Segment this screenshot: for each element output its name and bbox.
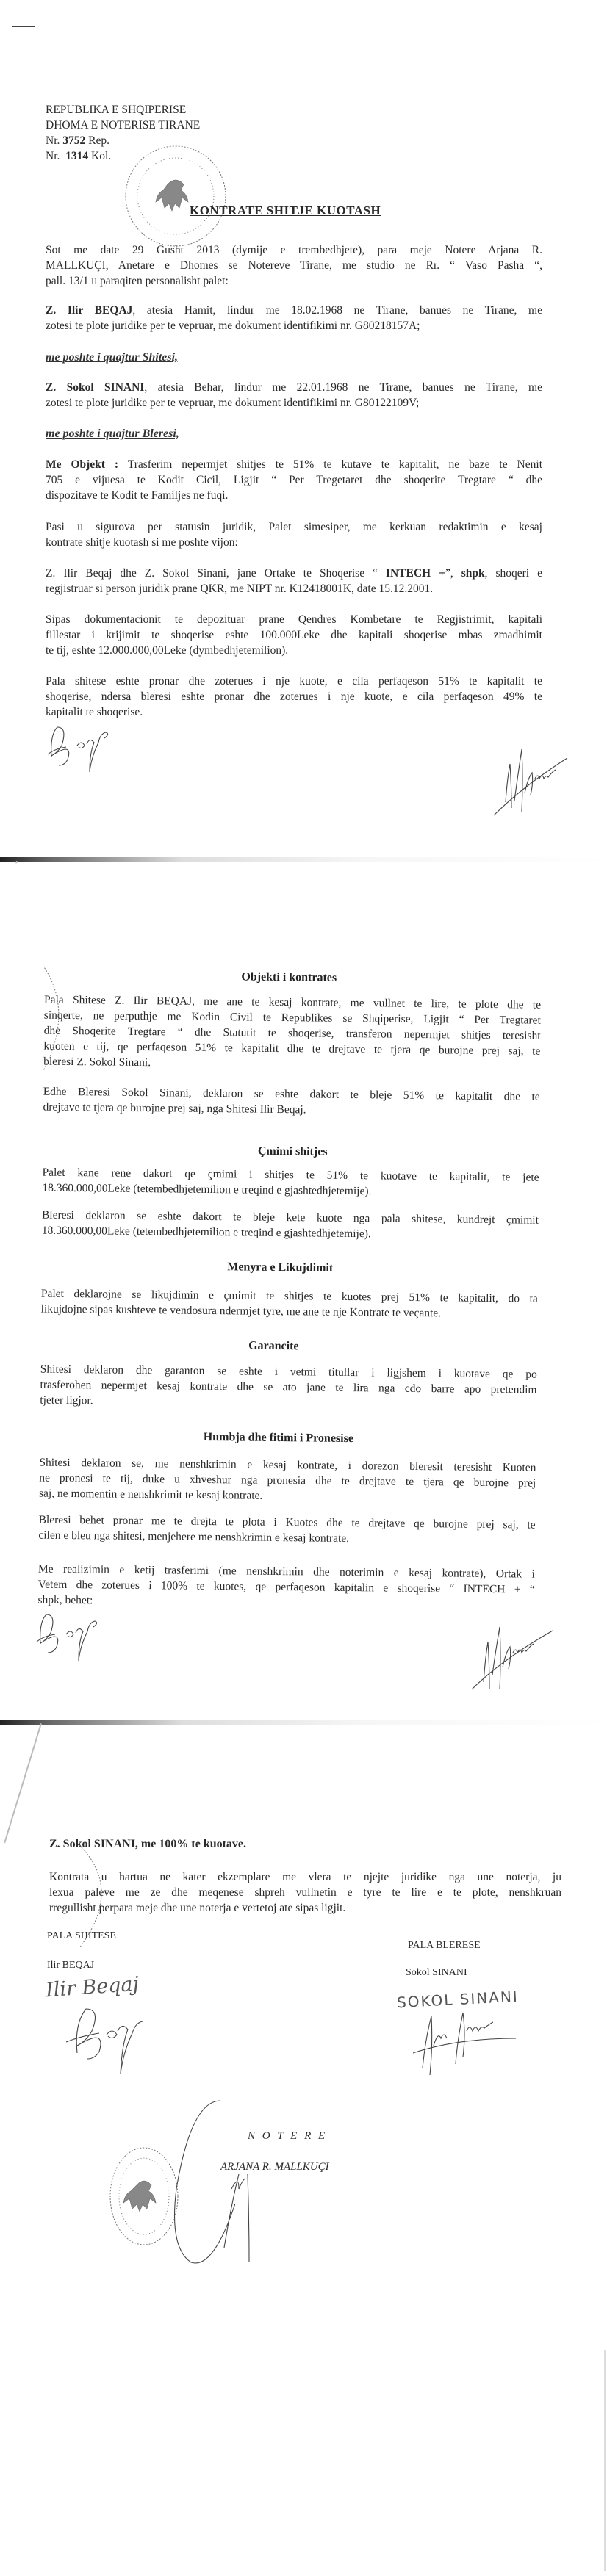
closing-line: rregullisht perpara meje dhe une noterja e vertetoj ate sipas ligjit. bbox=[49, 1902, 346, 1914]
rep-number: 3752 bbox=[62, 134, 86, 147]
intro-line: MALLKUÇI, Anetare e Dhomes se Notereve Tirane, me studio ne Rr. “ Vaso Pasha “, bbox=[46, 259, 542, 272]
buyer-name: Z. Sokol SINANI bbox=[46, 381, 145, 394]
partners-text: ”, bbox=[445, 567, 461, 580]
guarantee-line: Shitesi deklaron dhe garanton se eshte i vetmi titullar i ligjshem i kuotave qe po bbox=[40, 1363, 537, 1381]
notary-stamp-icon bbox=[123, 144, 228, 248]
buyer-printed-name: Sokol SINANI bbox=[406, 1967, 467, 1978]
contract-page-3 bbox=[0, 1726, 607, 2576]
status-paragraph bbox=[46, 519, 542, 550]
ownership-transfer-line: Shitesi deklaron se, me nenshkrimin e kesaj kontrate, i dorezon bleresit teresisht Kuoten bbox=[39, 1456, 536, 1474]
object-heading: Objekti i kontrates bbox=[241, 970, 337, 984]
transfer-line: shpk, behet: bbox=[37, 1593, 93, 1607]
page-separator bbox=[0, 1720, 607, 1725]
buyer-id-line: zotesi te plote juridike per te vepruar, me dokument identifikimi nr. G80122109V; bbox=[46, 397, 420, 409]
ownership-paragraph bbox=[46, 674, 542, 720]
company-name: INTECH + bbox=[385, 567, 445, 580]
kol-suffix: Kol. bbox=[91, 150, 112, 162]
buyer-declaration-line: Edhe Bleresi Sokol Sinani, deklaron se eshte dakort te bleje 51% te kapitalit dhe te bbox=[43, 1085, 540, 1103]
partners-text: , shoqeri e bbox=[484, 567, 542, 580]
object-text: Trasferim nepermjet shitjes te 51% te kutave te kapitalit, ne baze te Nenit bbox=[118, 458, 542, 471]
buyer-final-signature-icon bbox=[412, 2009, 522, 2075]
object-contract-line: kuoten e tij, qe perfaqeson 51% te kapitalit dhe te drejtave te tjera qe burojne prej saj, te bbox=[43, 1039, 541, 1058]
partners-paragraph bbox=[46, 566, 542, 596]
header-republic: REPUBLIKA E SHQIPERISE bbox=[46, 104, 187, 116]
object-line: 705 e vijuesa te Kodit Cicil, Ligjit “ Per Tregetaret dhe shoqerite Tregtare “ dhe bbox=[46, 474, 542, 486]
guarantee-paragraph bbox=[40, 1362, 537, 1413]
object-contract-line: Pala Shitese Z. Ilir BEQAJ, me ane te kesaj kontrate, me vullnet te lire, te plote dhe te bbox=[43, 993, 542, 1011]
price-buyer-paragraph bbox=[42, 1208, 539, 1244]
seller-role-label: me poshte i quajtur Shitesi, bbox=[46, 351, 179, 364]
ownership-line: kapitalit te shoqerise. bbox=[46, 706, 143, 718]
intro-paragraph bbox=[46, 242, 542, 289]
partners-text: Z. Ilir Beqaj dhe Z. Sokol Sinani, jane Ortake te Shoqerise “ bbox=[46, 567, 386, 580]
contract-title: KONTRATE SHITJE KUOTASH bbox=[190, 203, 381, 217]
seller-handwritten-name: Ilir Beqaj bbox=[45, 1972, 140, 2002]
scan-edge-line bbox=[604, 2350, 606, 2571]
ownership-transfer-heading: Humbja dhe fitimi i Pronesise bbox=[203, 1430, 354, 1446]
buyer-party-label: PALA BLERESE bbox=[408, 1940, 481, 1951]
guarantee-line: trasferohen nepermjet kesaj kontrate dhe se ato jane te lira nga cdo barre apo pretendim bbox=[40, 1378, 537, 1396]
contract-page-2 bbox=[0, 863, 607, 1634]
transfer-line: Vetem dhe zoterues i 100% te kuotes, qe perfaqeson kapitalin e shoqerise “ INTECH + “ bbox=[37, 1578, 535, 1596]
object-contract-line: sinqerte, ne perputhje me Kodin Civil te Republikes se Shqiperise, Ligjit “ Per Tregtaret bbox=[43, 1009, 541, 1027]
seller-signature-icon bbox=[44, 724, 125, 793]
rep-prefix: Nr. bbox=[46, 134, 60, 147]
price-paragraph bbox=[42, 1165, 539, 1201]
intro-line: Sot me date 29 Gusht 2013 (dymije e trembedhjete), para meje Notere Arjana R. bbox=[46, 244, 542, 256]
notary-signature-icon bbox=[158, 2093, 261, 2277]
closing-line: lexua paleve me ze dhe meqenese shpreh vullnetin e tyre te lire e te plote, nenshkruan bbox=[49, 1886, 561, 1899]
buyer-declaration-paragraph bbox=[43, 1084, 539, 1120]
buyer-owner-paragraph bbox=[38, 1512, 535, 1548]
payment-paragraph bbox=[41, 1286, 538, 1322]
ownership-line: shoqerise, ndersa bleresi eshte pronar dhe zoterues i nje kuote, e cila perfaqeson 49% te bbox=[46, 690, 542, 703]
buyer-signature-icon bbox=[492, 749, 573, 830]
object-contract-line: bleresi Z. Sokol Sinani. bbox=[43, 1055, 151, 1069]
capital-line: fillestar i krijimit te shoqerise eshte 100.000Leke dhe kapitali shoqerise mbas zmadhimit bbox=[46, 629, 542, 641]
capital-paragraph bbox=[46, 612, 542, 658]
payment-heading: Menyra e Likujdimit bbox=[227, 1260, 334, 1274]
seller-printed-name: Ilir BEQAJ bbox=[47, 1960, 95, 1971]
price-heading: Çmimi shitjes bbox=[257, 1144, 328, 1158]
object-line: dispozitave te Kodit te Familjes ne fuqi. bbox=[46, 489, 229, 502]
intro-line: pall. 13/1 u paraqiten personalisht palet: bbox=[46, 275, 229, 287]
closing-paragraph bbox=[49, 1869, 561, 1916]
buyer-identity-paragraph bbox=[46, 380, 542, 411]
page-corner-mark bbox=[12, 22, 35, 27]
price-line: 18.360.000,00Leke (tetembedhjetemilion e treqind e gjashtedhjetemije). bbox=[42, 1181, 372, 1198]
buyer-owner-line: cilen e bleu nga shitesi, menjehere me nenshkrimin e kesaj kontrate. bbox=[38, 1529, 350, 1545]
capital-line: te tij, eshte 12.000.000,00Leke (dymbedhjetemilion). bbox=[46, 644, 289, 657]
transfer-line: Me realizimin e ketij trasferimi (me nenshkrimin dhe noterimin e kesaj kontrate), Ortak i bbox=[37, 1562, 535, 1581]
ownership-transfer-paragraph bbox=[39, 1455, 536, 1507]
seller-signature-page2-icon bbox=[33, 1612, 114, 1686]
guarantee-heading: Garancite bbox=[248, 1339, 299, 1353]
payment-line: Palet deklarojne se likujdimin e çmimit te shitjes te kuotes prej 51% te kapitalit, do ta bbox=[40, 1287, 538, 1305]
buyer-details: , atesia Behar, lindur me 22.01.1968 ne Tirane, banues ne Tirane, me bbox=[144, 381, 542, 394]
new-owner-statement: Z. Sokol SINANI, me 100% te kuotave. bbox=[49, 1838, 247, 1850]
status-line: Pasi u sigurova per statusin juridik, Palet simesiper, me kerkuan redaktimin e kesaj bbox=[46, 521, 542, 533]
kol-number-line bbox=[46, 148, 111, 164]
object-paragraph bbox=[46, 457, 542, 503]
page-separator bbox=[0, 857, 607, 862]
object-contract-paragraph bbox=[43, 992, 541, 1075]
seller-identity-paragraph bbox=[46, 303, 542, 333]
rep-suffix: Rep. bbox=[88, 134, 109, 147]
ownership-line: Pala shitese eshte pronar dhe zoterues i nje kuote, e cila perfaqeson 51% te kapitalit te bbox=[46, 675, 542, 688]
seller-final-signature-icon bbox=[62, 2002, 151, 2090]
kol-prefix: Nr. bbox=[46, 150, 60, 162]
object-contract-line: dhe Shoqerite Tregtare “ dhe Statutit te shoqerise, transferon nepermjet shitjes teresisht bbox=[43, 1024, 541, 1042]
rep-number-line bbox=[46, 133, 109, 148]
company-type: shpk bbox=[461, 567, 485, 580]
partial-stamp-icon bbox=[14, 966, 67, 1077]
seller-details: , atesia Hamit, lindur me 18.02.1968 ne Tirane, banues ne Tirane, me bbox=[132, 304, 542, 317]
status-line: kontrate shitje kuotash si me poshte vijon: bbox=[46, 536, 238, 549]
closing-line: Kontrata u hartua ne kater ekzemplare me vlera te njejte juridike nga une noterja, ju bbox=[49, 1871, 561, 1883]
buyer-handwritten-name: SOKOL SINANI bbox=[396, 1987, 520, 2012]
capital-line: Sipas dokumentacionit te depozituar prane Qendres Kombetare te Regjistrimit, kapitali bbox=[46, 613, 542, 626]
notary-name: ARJANA R. MALLKUÇI bbox=[220, 2161, 329, 2173]
header-chamber: DHOMA E NOTERISE TIRANE bbox=[46, 119, 201, 131]
notary-label: N O T E R E bbox=[248, 2130, 328, 2142]
guarantee-line: tjeter ligjor. bbox=[40, 1393, 93, 1407]
seller-id-line: zotesi te plote juridike per te vepruar, me dokument identifikimi nr. G80218157A; bbox=[46, 320, 420, 332]
buyer-owner-line: Bleresi behet pronar me te drejta te plota i Kuotes dhe te drejtave qe burojne prej saj, te bbox=[38, 1513, 536, 1531]
buyer-declaration-line: drejtave te tjera qe burojne prej saj, nga Shitesi Ilir Beqaj. bbox=[43, 1100, 306, 1116]
price-buyer-line: Bleresi deklaron se eshte dakort te bleje kete kuote nga pala shitese, kundrejt çmimit bbox=[41, 1208, 539, 1227]
seller-name: Z. Ilir BEQAJ bbox=[46, 304, 133, 317]
buyer-role-label: me poshte i quajtur Bleresi, bbox=[46, 427, 179, 440]
ownership-transfer-line: ne pronesi te tij, duke u xhveshur nga pronesia dhe te drejtave te tjera qe burojne prej bbox=[39, 1471, 536, 1490]
price-buyer-line: 18.360.000,00Leke (tetembedhjetemilion e treqind e gjashtedhjetemije). bbox=[41, 1224, 371, 1241]
price-line: Palet kane rene dakort qe çmimi i shitjes te 51% te kuotave te kapitalit, te jete bbox=[42, 1166, 539, 1184]
kol-number: 1314 bbox=[65, 150, 89, 162]
ownership-transfer-line: saj, ne momentin e nenshkrimit te kesaj kontrate. bbox=[38, 1487, 263, 1502]
object-label: Me Objekt : bbox=[46, 458, 119, 471]
partners-line: regjistruar si person juridik prane QKR, me NIPT nr. K12418001K, date 15.12.2001. bbox=[46, 582, 434, 595]
buyer-signature-page2-icon bbox=[470, 1623, 558, 1704]
transfer-paragraph bbox=[37, 1562, 535, 1613]
seller-party-label: PALA SHITESE bbox=[47, 1930, 117, 1941]
payment-line: likujdojne sipas kushteve te vendosura ndermjet tyre, me ane te nje Kontrate te veçante. bbox=[40, 1302, 442, 1320]
contract-page-1 bbox=[0, 0, 607, 856]
